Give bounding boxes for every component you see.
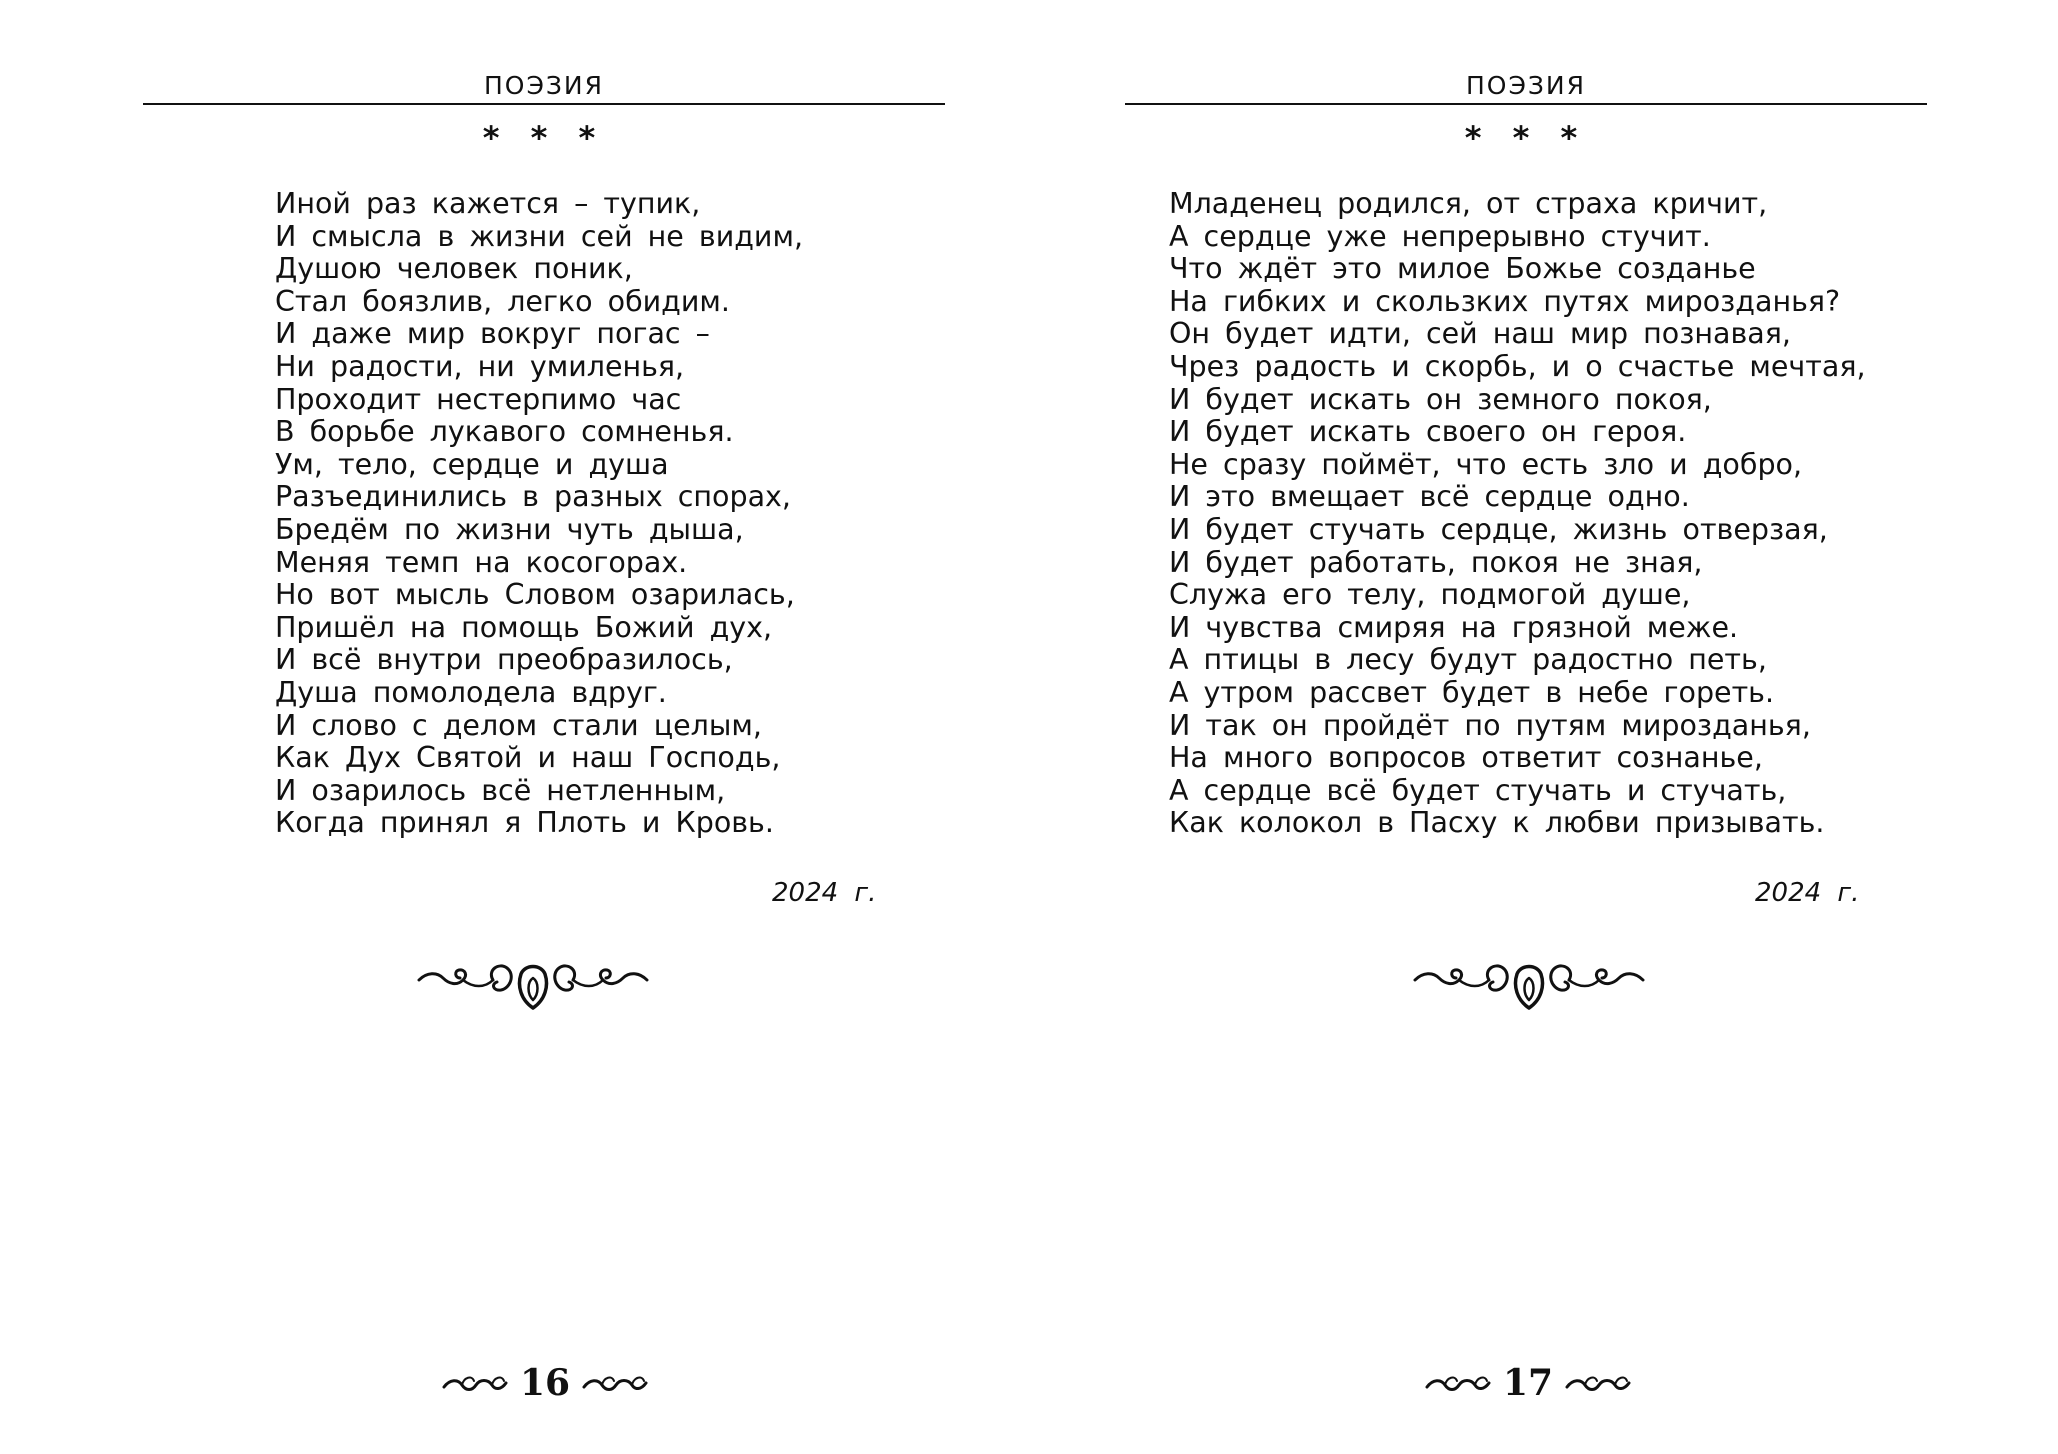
running-header: ПОЭЗИЯ bbox=[1465, 71, 1587, 100]
poem-line: Душою человек поник, bbox=[275, 252, 633, 286]
poem-date: 2024 г. bbox=[772, 878, 877, 908]
poem-line: Ни радости, ни умиленья, bbox=[275, 349, 685, 383]
poem-line: И будет работать, покоя не зная, bbox=[1169, 545, 1703, 579]
poem-line: Как колокол в Пасху к любви призывать. bbox=[1169, 806, 1825, 840]
poem-line: Не сразу поймёт, что есть зло и добро, bbox=[1169, 447, 1803, 481]
poem-line: На много вопросов ответит сознанье, bbox=[1169, 741, 1763, 775]
running-header: ПОЭЗИЯ bbox=[483, 71, 605, 100]
poem-line: Ум, тело, сердце и душа bbox=[275, 447, 669, 481]
poem-line: Чрез радость и скорбь, и о счастье мечтая, bbox=[1169, 349, 1866, 383]
poem-line: И слово с делом стали целым, bbox=[275, 708, 762, 742]
poem-line: В борьбе лукавого сомненья. bbox=[275, 415, 734, 449]
flourish-icon bbox=[1423, 1369, 1493, 1397]
poem-line: Меняя темп на косогорах. bbox=[275, 545, 688, 579]
poem-separator: * * * bbox=[1464, 119, 1588, 157]
poem-line: Бредём по жизни чуть дыша, bbox=[275, 512, 744, 546]
poem-text bbox=[275, 188, 803, 840]
poem-line: И всё внутри преобразилось, bbox=[275, 643, 733, 677]
poem-line: Младенец родился, от страха кричит, bbox=[1169, 187, 1768, 220]
poem-line: Стал боязлив, легко обидим. bbox=[275, 284, 730, 318]
header-rule bbox=[1125, 103, 1927, 105]
poem-line: И даже мир вокруг погас – bbox=[275, 317, 710, 351]
poem-line: Когда принял я Плоть и Кровь. bbox=[275, 806, 774, 840]
poem-line: Он будет идти, сей наш мир познавая, bbox=[1169, 317, 1791, 351]
poem-text bbox=[1169, 188, 1866, 840]
poem-separator: * * * bbox=[482, 119, 606, 157]
poem-date: 2024 г. bbox=[1755, 878, 1860, 908]
flourish-icon bbox=[440, 1369, 510, 1397]
poem-line: Разъединились в разных спорах, bbox=[275, 480, 791, 514]
poem-line: Как Дух Святой и наш Господь, bbox=[275, 741, 781, 775]
poem-line: И озарилось всё нетленным, bbox=[275, 773, 726, 807]
poem-line: И будет искать своего он героя. bbox=[1169, 415, 1687, 449]
poem-line: На гибких и скользких путях мирозданья? bbox=[1169, 284, 1841, 318]
poem-line: Служа его телу, подмогой душе, bbox=[1169, 578, 1691, 612]
poem-line: И смысла в жизни сей не видим, bbox=[275, 219, 804, 253]
flourish-icon bbox=[580, 1369, 650, 1397]
flourish-icon bbox=[1563, 1369, 1633, 1397]
scroll-ornament-icon bbox=[413, 950, 653, 1014]
poem-line: А сердце всё будет стучать и стучать, bbox=[1169, 773, 1787, 807]
page-footer bbox=[1413, 1358, 1643, 1408]
poem-line: Иной раз кажется – тупик, bbox=[275, 187, 701, 220]
poem-line: А утром рассвет будет в небе гореть. bbox=[1169, 675, 1775, 709]
poem-line: И это вмещает всё сердце одно. bbox=[1169, 480, 1690, 514]
poem-line: А сердце уже непрерывно стучит. bbox=[1169, 219, 1711, 253]
poem-line: Что ждёт это милое Божье созданье bbox=[1169, 252, 1756, 286]
poem-line: И так он пройдёт по путям мирозданья, bbox=[1169, 708, 1811, 742]
page-number: 16 bbox=[519, 1362, 571, 1404]
header-rule bbox=[143, 103, 945, 105]
right-page bbox=[1029, 0, 2058, 1454]
poem-line: Душа помолодела вдруг. bbox=[275, 675, 667, 709]
poem-line: Проходит нестерпимо час bbox=[275, 382, 682, 416]
poem-line: Но вот мысль Словом озарилась, bbox=[275, 578, 795, 612]
poem-line: И будет искать он земного покоя, bbox=[1169, 382, 1712, 416]
poem-line: И будет стучать сердце, жизнь отверзая, bbox=[1169, 512, 1828, 546]
poem-line: Пришёл на помощь Божий дух, bbox=[275, 610, 773, 644]
poem-line: А птицы в лесу будут радостно петь, bbox=[1169, 643, 1767, 677]
poem-line: И чувства смиряя на грязной меже. bbox=[1169, 610, 1739, 644]
page-number: 17 bbox=[1502, 1362, 1554, 1404]
scroll-ornament-icon bbox=[1409, 950, 1649, 1014]
page-footer bbox=[430, 1358, 660, 1408]
